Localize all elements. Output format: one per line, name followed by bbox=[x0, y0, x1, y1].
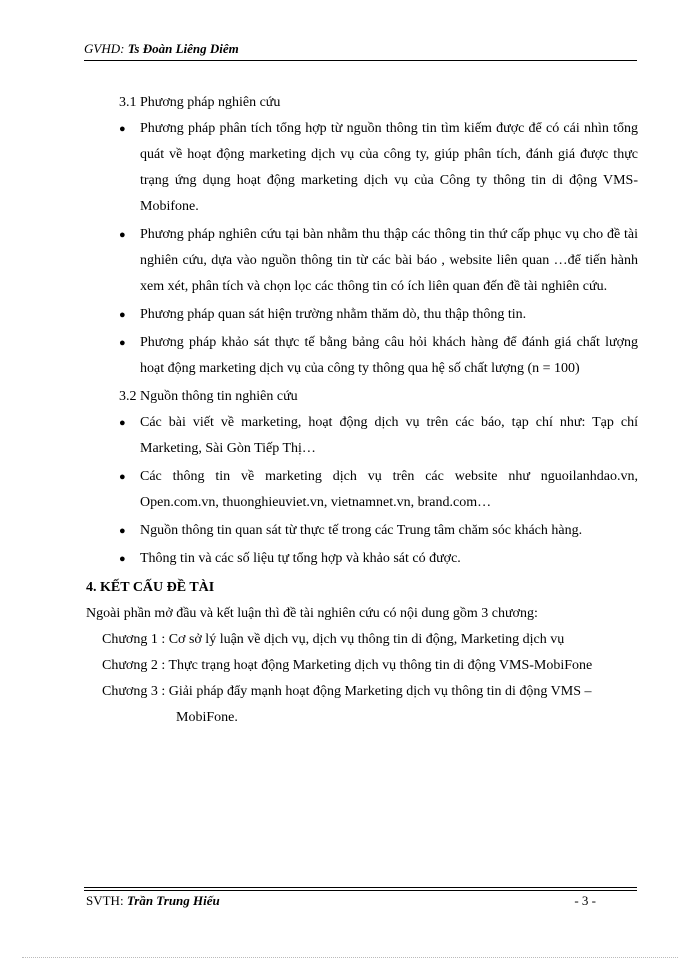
list-item bbox=[86, 464, 638, 516]
list-item bbox=[86, 302, 638, 328]
list-item-text: Các thông tin về marketing dịch vụ trên các website như nguoilanhdao.vn, Open.com.vn, thuonghieuviet.vn, vietnamnet.vn, brand.com… bbox=[140, 469, 638, 510]
list-item-text: Phương pháp quan sát hiện trường nhằm thăm dò, thu thập thông tin. bbox=[140, 307, 527, 322]
chapter-3-line: Chương 3 : Giải pháp đẩy mạnh hoạt động Marketing dịch vụ thông tin di động VMS – bbox=[102, 684, 592, 699]
chapter-1-line: Chương 1 : Cơ sở lý luận về dịch vụ, dịch vụ thông tin di động, Marketing dịch vụ bbox=[102, 632, 565, 647]
bullet-dot-icon: ● bbox=[119, 553, 126, 565]
footer-label: SVTH: bbox=[86, 893, 127, 908]
bullet-dot-icon: ● bbox=[119, 309, 126, 321]
list-item-text: Nguồn thông tin quan sát từ thực tế trong các Trung tâm chăm sóc khách hàng. bbox=[140, 523, 583, 538]
bullet-dot-icon: ● bbox=[119, 471, 126, 483]
page-edge-divider bbox=[22, 957, 678, 958]
document-body bbox=[86, 88, 638, 731]
list-item-text: Các bài viết về marketing, hoạt động dịch vụ trên các báo, tạp chí như: Tạp chí Marketing, Sài Gòn Tiếp Thị… bbox=[140, 415, 638, 456]
list-item bbox=[86, 410, 638, 462]
list-item-text: Phương pháp khảo sát thực tế bằng bảng câu hỏi khách hàng để đánh giá chất lượng hoạt động marketing dịch vụ của công ty thông qua hệ số chất lượng (n = 100) bbox=[140, 335, 638, 376]
list-item bbox=[86, 222, 638, 300]
chapter-3-continuation: MobiFone. bbox=[176, 710, 238, 725]
list-item-text: Phương pháp nghiên cứu tại bàn nhằm thu thập các thông tin thứ cấp phục vụ cho đề tài nghiên cứu, dựa vào nguồn thông tin từ các bài báo , website liên quan …để tiến hành xem xét, phân tích và chọn lọc các thông tin có ích liên quan đến đề tài nghiên cứu. bbox=[140, 227, 638, 294]
page-number: - 3 - bbox=[574, 893, 596, 908]
list-item bbox=[86, 546, 638, 572]
footer-divider bbox=[84, 887, 637, 888]
bullet-dot-icon: ● bbox=[119, 229, 126, 241]
list-item-text: Phương pháp phân tích tổng hợp từ nguồn thông tin tìm kiếm được để có cái nhìn tổng quát về hoạt động marketing dịch vụ của công ty, giúp phân tích, đánh giá được thực trạng ứng dụng hoạt động marketing dịch vụ của Công ty thông tin di động VMS-Mobifone. bbox=[140, 121, 638, 214]
header-supervisor-name: Ts Đoàn Liêng Diêm bbox=[127, 41, 239, 56]
section-3-2-title: 3.2 Nguồn thông tin nghiên cứu bbox=[119, 389, 298, 404]
list-item bbox=[86, 116, 638, 220]
footer-student-name: Trần Trung Hiếu bbox=[126, 893, 220, 908]
bullet-dot-icon: ● bbox=[119, 417, 126, 429]
page-header bbox=[84, 41, 637, 61]
chapter-2-line: Chương 2 : Thực trạng hoạt động Marketing dịch vụ thông tin di động VMS-MobiFone bbox=[102, 658, 593, 673]
section-4-intro: Ngoài phần mở đầu và kết luận thì đề tài nghiên cứu có nội dung gồm 3 chương: bbox=[86, 606, 538, 621]
footer-divider-inner bbox=[84, 890, 637, 891]
section-3-2-list bbox=[86, 410, 638, 572]
section-4-heading: 4. KẾT CẤU ĐỀ TÀI bbox=[86, 580, 215, 595]
bullet-dot-icon: ● bbox=[119, 123, 126, 135]
section-3-1-list bbox=[86, 116, 638, 382]
header-label: GVHD: bbox=[84, 41, 128, 56]
list-item-text: Thông tin và các số liệu tự tổng hợp và khảo sát có được. bbox=[140, 551, 461, 566]
list-item bbox=[86, 330, 638, 382]
page-footer bbox=[86, 893, 596, 909]
section-3-1-title: 3.1 Phương pháp nghiên cứu bbox=[119, 95, 281, 110]
bullet-dot-icon: ● bbox=[119, 337, 126, 349]
list-item bbox=[86, 518, 638, 544]
bullet-dot-icon: ● bbox=[119, 525, 126, 537]
